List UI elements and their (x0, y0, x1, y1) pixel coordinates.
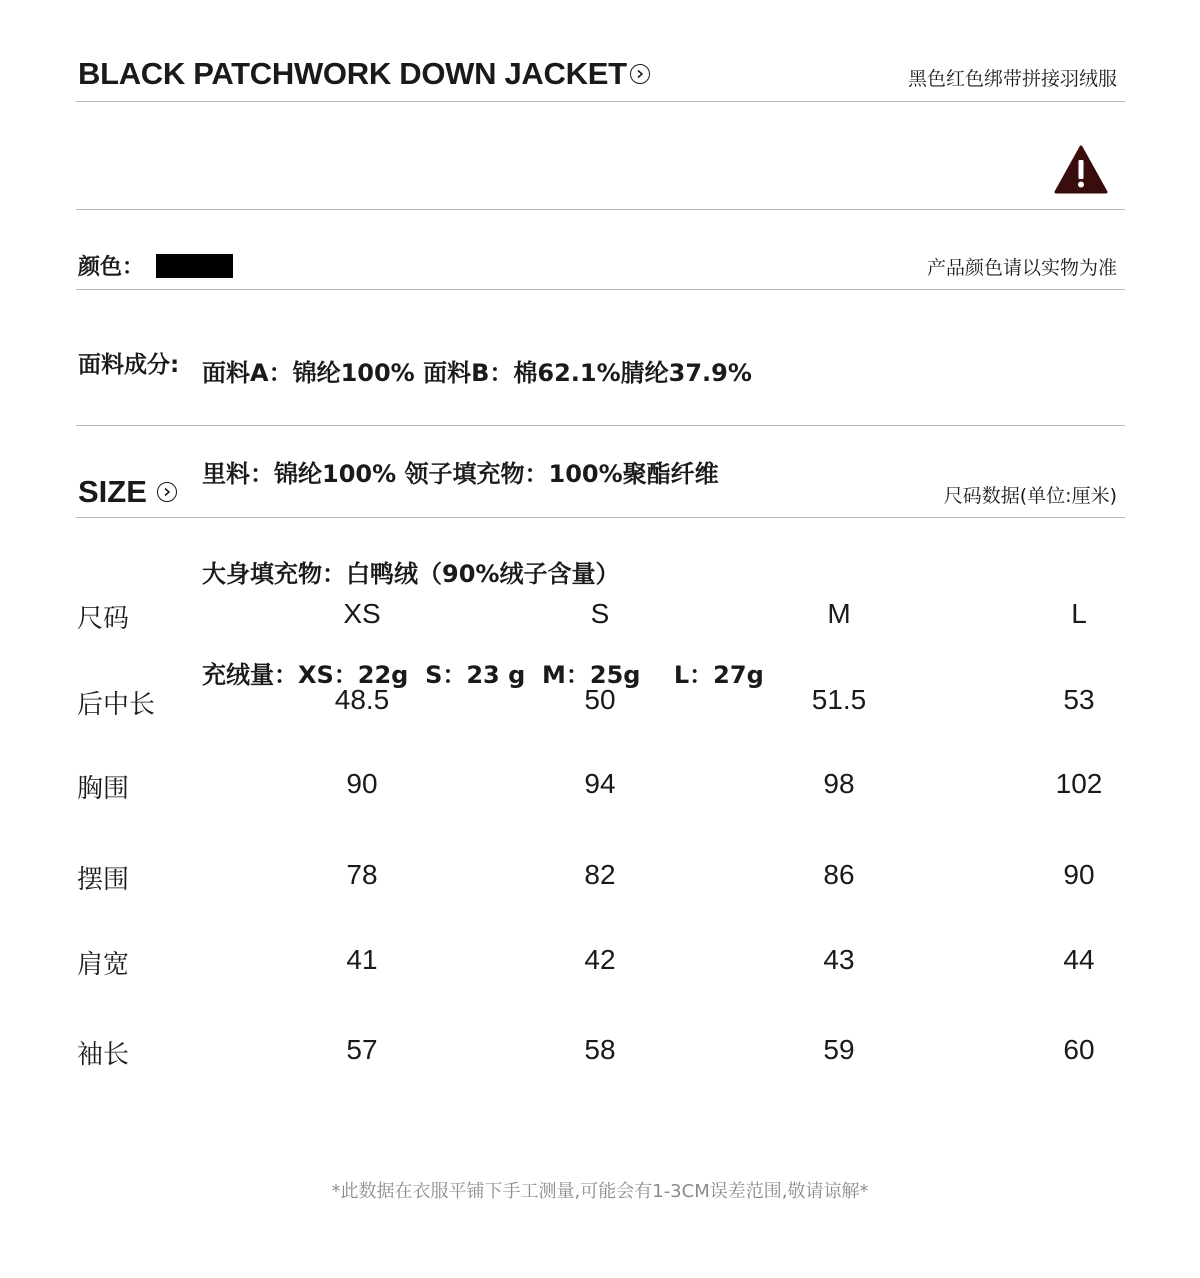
color-label: 颜色： (78, 255, 145, 280)
divider (76, 209, 1125, 210)
table-cell: 57 (346, 1034, 378, 1065)
size-table-header (0, 598, 1200, 638)
table-header-cell: S (590, 598, 610, 629)
materials-line: 面料A：锦纶100% 面料B：棉62.1%腈纶37.9% (202, 359, 752, 387)
table-cell: 50 (584, 684, 616, 715)
warning-triangle-icon (1054, 145, 1108, 195)
table-cell: 42 (584, 944, 616, 975)
table-row-label: 胸围 (77, 774, 130, 804)
table-row (0, 859, 1200, 899)
materials-list (202, 290, 764, 726)
size-section-title (78, 474, 177, 510)
table-header-cell: XS (343, 598, 381, 629)
size-title-text: SIZE (78, 474, 147, 509)
table-cell: 60 (1063, 1034, 1095, 1065)
table-header-cell: M (827, 598, 851, 629)
divider (76, 425, 1125, 426)
table-row-label: 后中长 (77, 690, 156, 720)
product-title: BLACK PATCHWORK DOWN JACKET (78, 56, 627, 91)
table-cell: 48.5 (334, 684, 390, 715)
table-row-label: 袖长 (77, 1040, 130, 1070)
table-row (0, 944, 1200, 984)
table-cell: 90 (346, 768, 378, 799)
table-cell: 94 (584, 768, 616, 799)
table-cell: 82 (584, 859, 616, 890)
table-row-label: 肩宽 (77, 950, 130, 980)
table-cell: 41 (346, 944, 378, 975)
table-row (0, 768, 1200, 808)
table-row-label: 尺码 (77, 604, 130, 634)
page-title (78, 56, 650, 92)
measurement-disclaimer: *此数据在衣服平铺下手工测量,可能会有1-3CM误差范围,敬请谅解* (331, 1181, 869, 1202)
table-cell: 44 (1063, 944, 1095, 975)
table-cell: 51.5 (811, 684, 867, 715)
color-swatch (156, 254, 233, 278)
product-name-cn: 黑色红色绑带拼接羽绒服 (907, 68, 1117, 90)
table-cell: 86 (823, 859, 855, 890)
table-cell: 43 (823, 944, 855, 975)
table-cell: 78 (346, 859, 378, 890)
color-row (78, 250, 233, 281)
materials-line: 充绒量：XS：22g S：23 g M：25g L：27g (202, 660, 764, 689)
size-unit-note: 尺码数据(单位:厘米) (943, 485, 1117, 507)
table-row-label: 摆围 (77, 865, 130, 895)
chevron-right-circle-icon (630, 64, 650, 84)
divider (76, 517, 1125, 518)
materials-line: 里料：锦纶100% 领子填充物：100%聚酯纤维 (202, 459, 719, 488)
materials-label: 面料成分: (78, 352, 180, 378)
materials-line: 大身填充物：白鸭绒（90%绒子含量） (202, 560, 620, 588)
divider (76, 101, 1125, 102)
table-row (0, 684, 1200, 724)
table-cell: 98 (823, 768, 855, 799)
table-row (0, 1034, 1200, 1074)
color-note: 产品颜色请以实物为准 (926, 257, 1117, 279)
chevron-right-circle-icon (157, 482, 177, 502)
table-cell: 59 (823, 1034, 855, 1065)
table-cell: 102 (1055, 768, 1103, 799)
table-cell: 58 (584, 1034, 616, 1065)
table-cell: 90 (1063, 859, 1095, 890)
table-header-cell: L (1071, 598, 1087, 629)
table-cell: 53 (1063, 684, 1095, 715)
